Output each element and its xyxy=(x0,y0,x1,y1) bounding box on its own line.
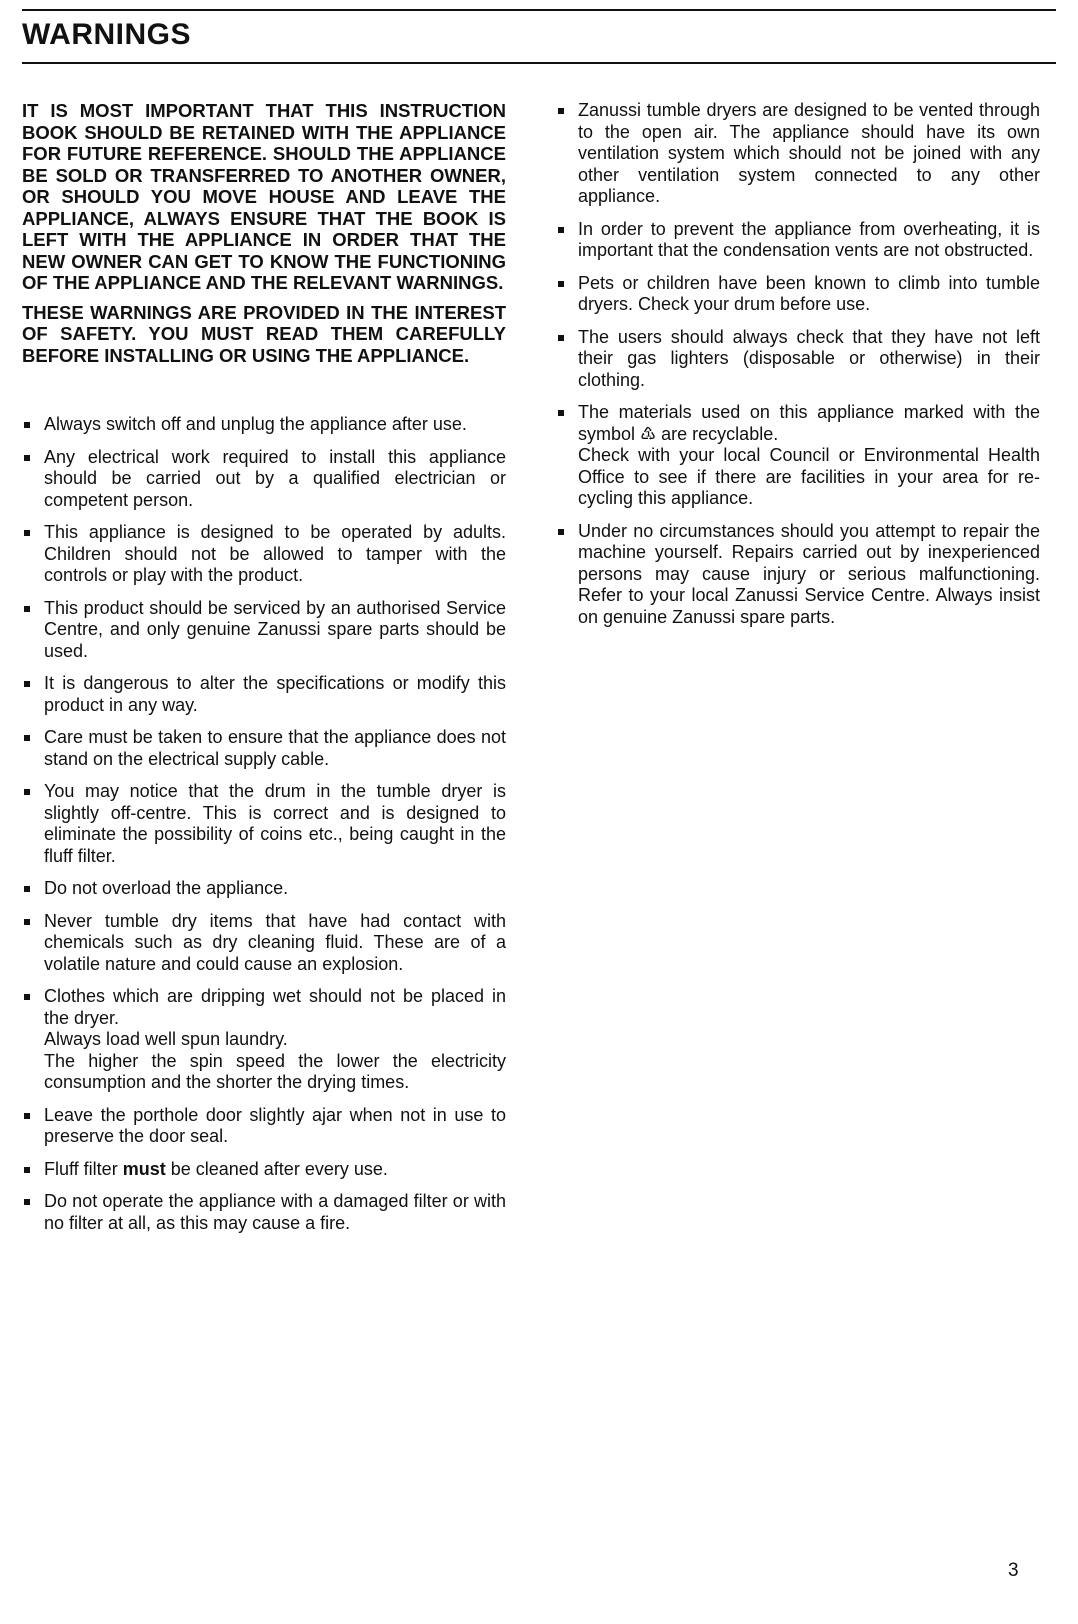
list-item: Do not overload the appliance. xyxy=(22,878,506,900)
clothes-line-1: Clothes which are dripping wet should not be placed in the dryer. xyxy=(44,986,506,1028)
list-item xyxy=(556,402,1040,510)
left-warnings-list xyxy=(22,414,506,1234)
bullet-icon xyxy=(558,227,564,233)
bullet-icon xyxy=(24,422,30,428)
bullet-icon xyxy=(24,455,30,461)
list-item: This product should be serviced by an authorised Service Centre, and only genuine Zanussi spare parts should be used. xyxy=(22,598,506,663)
bullet-icon xyxy=(24,1167,30,1173)
bullet-icon xyxy=(558,529,564,535)
list-item: Always switch off and unplug the appliance after use. xyxy=(22,414,506,436)
bullet-icon xyxy=(24,606,30,612)
clothes-line-2: Always load well spun laundry. xyxy=(44,1029,288,1049)
recycle-icon: ♳ xyxy=(640,423,657,444)
bullet-icon xyxy=(558,108,564,114)
page-number: 3 xyxy=(1008,1560,1019,1581)
safety-notice: THESE WARNINGS ARE PROVIDED IN THE INTEREST OF SAFETY. YOU MUST READ THEM CAREFULLY BEFORE INSTALLING OR USING THE APPLIANCE. xyxy=(22,301,506,366)
materials-line-1: The materials used on this appliance marked with the symbol ♳ are recyclable. xyxy=(578,402,1040,444)
bullet-icon xyxy=(24,1199,30,1205)
list-item: Care must be taken to ensure that the appliance does not stand on the electrical supply cable. xyxy=(22,727,506,770)
bullet-icon xyxy=(24,1113,30,1119)
top-rule xyxy=(22,9,1056,11)
bullet-icon xyxy=(24,735,30,741)
list-item: This appliance is designed to be operated by adults. Children should not be allowed to tamper with the controls or play with the product. xyxy=(22,522,506,587)
bullet-icon xyxy=(558,335,564,341)
bullet-icon xyxy=(24,886,30,892)
left-column xyxy=(22,100,506,1245)
right-warnings-list xyxy=(556,100,1040,628)
list-item: Pets or children have been known to climb into tumble dryers. Check your drum before use. xyxy=(556,273,1040,316)
list-item: Zanussi tumble dryers are designed to be vented through to the open air. The appliance should have its own ventilation system which should not be joined with any other ventilation system connected to any other appliance. xyxy=(556,100,1040,208)
emphasis-must: must xyxy=(122,1158,166,1179)
list-item: Any electrical work required to install this appliance should be carried out by a qualified electrician or competent person. xyxy=(22,447,506,512)
page-title: WARNINGS xyxy=(22,18,191,51)
list-item: Never tumble dry items that have had contact with chemicals such as dry cleaning fluid. These are of a volatile nature and could cause an explosion. xyxy=(22,911,506,976)
list-item: In order to prevent the appliance from overheating, it is important that the condensation vents are not obstructed. xyxy=(556,219,1040,262)
list-item: You may notice that the drum in the tumble dryer is slightly off-centre. This is correct and is designed to eliminate the possibility of coins etc., being caught in the fluff filter. xyxy=(22,781,506,867)
bullet-icon xyxy=(558,410,564,416)
right-column xyxy=(556,100,1040,639)
bullet-icon xyxy=(558,281,564,287)
list-item: Leave the porthole door slightly ajar when not in use to preserve the door seal. xyxy=(22,1105,506,1148)
list-item: Do not operate the appliance with a damaged filter or with no filter at all, as this may cause a fire. xyxy=(22,1191,506,1234)
list-item xyxy=(22,986,506,1094)
bullet-icon xyxy=(24,530,30,536)
bullet-icon xyxy=(24,789,30,795)
retain-book-notice: IT IS MOST IMPORTANT THAT THIS INSTRUCTION BOOK SHOULD BE RETAINED WITH THE APPLIANCE FOR FUTURE REFERENCE. SHOULD THE APPLIANCE BE SOLD OR TRANSFERRED TO ANOTHER OWNER, OR SHOULD YOU MOVE HOUSE AND LEAVE THE APPLIANCE, ALWAYS ENSURE THAT THE BOOK IS LEFT WITH THE APPLIANCE IN ORDER THAT THE NEW OWNER CAN GET TO KNOW THE FUNCTIONING OF THE APPLIANCE AND THE RELEVANT WARNINGS. xyxy=(22,100,506,293)
bullet-icon xyxy=(24,919,30,925)
title-rule xyxy=(22,62,1056,64)
list-item: It is dangerous to alter the specifications or modify this product in any way. xyxy=(22,673,506,716)
list-item: Fluff filter must be cleaned after every use. xyxy=(22,1159,506,1181)
bullet-icon xyxy=(24,994,30,1000)
materials-line-2: Check with your local Council or Environmental Health Office to see if there are facilities in your area for re-cycling this appliance. xyxy=(578,445,1040,508)
list-item: The users should always check that they have not left their gas lighters (disposable or otherwise) in their clothing. xyxy=(556,327,1040,392)
bullet-icon xyxy=(24,681,30,687)
clothes-line-3: The higher the spin speed the lower the electricity consumption and the shorter the drying times. xyxy=(44,1050,506,1092)
list-item: Under no circumstances should you attempt to repair the machine yourself. Repairs carried out by inexperienced persons may cause injury or serious malfunctioning. Refer to your local Zanussi Service Centre. Always insist on genuine Zanussi spare parts. xyxy=(556,521,1040,629)
